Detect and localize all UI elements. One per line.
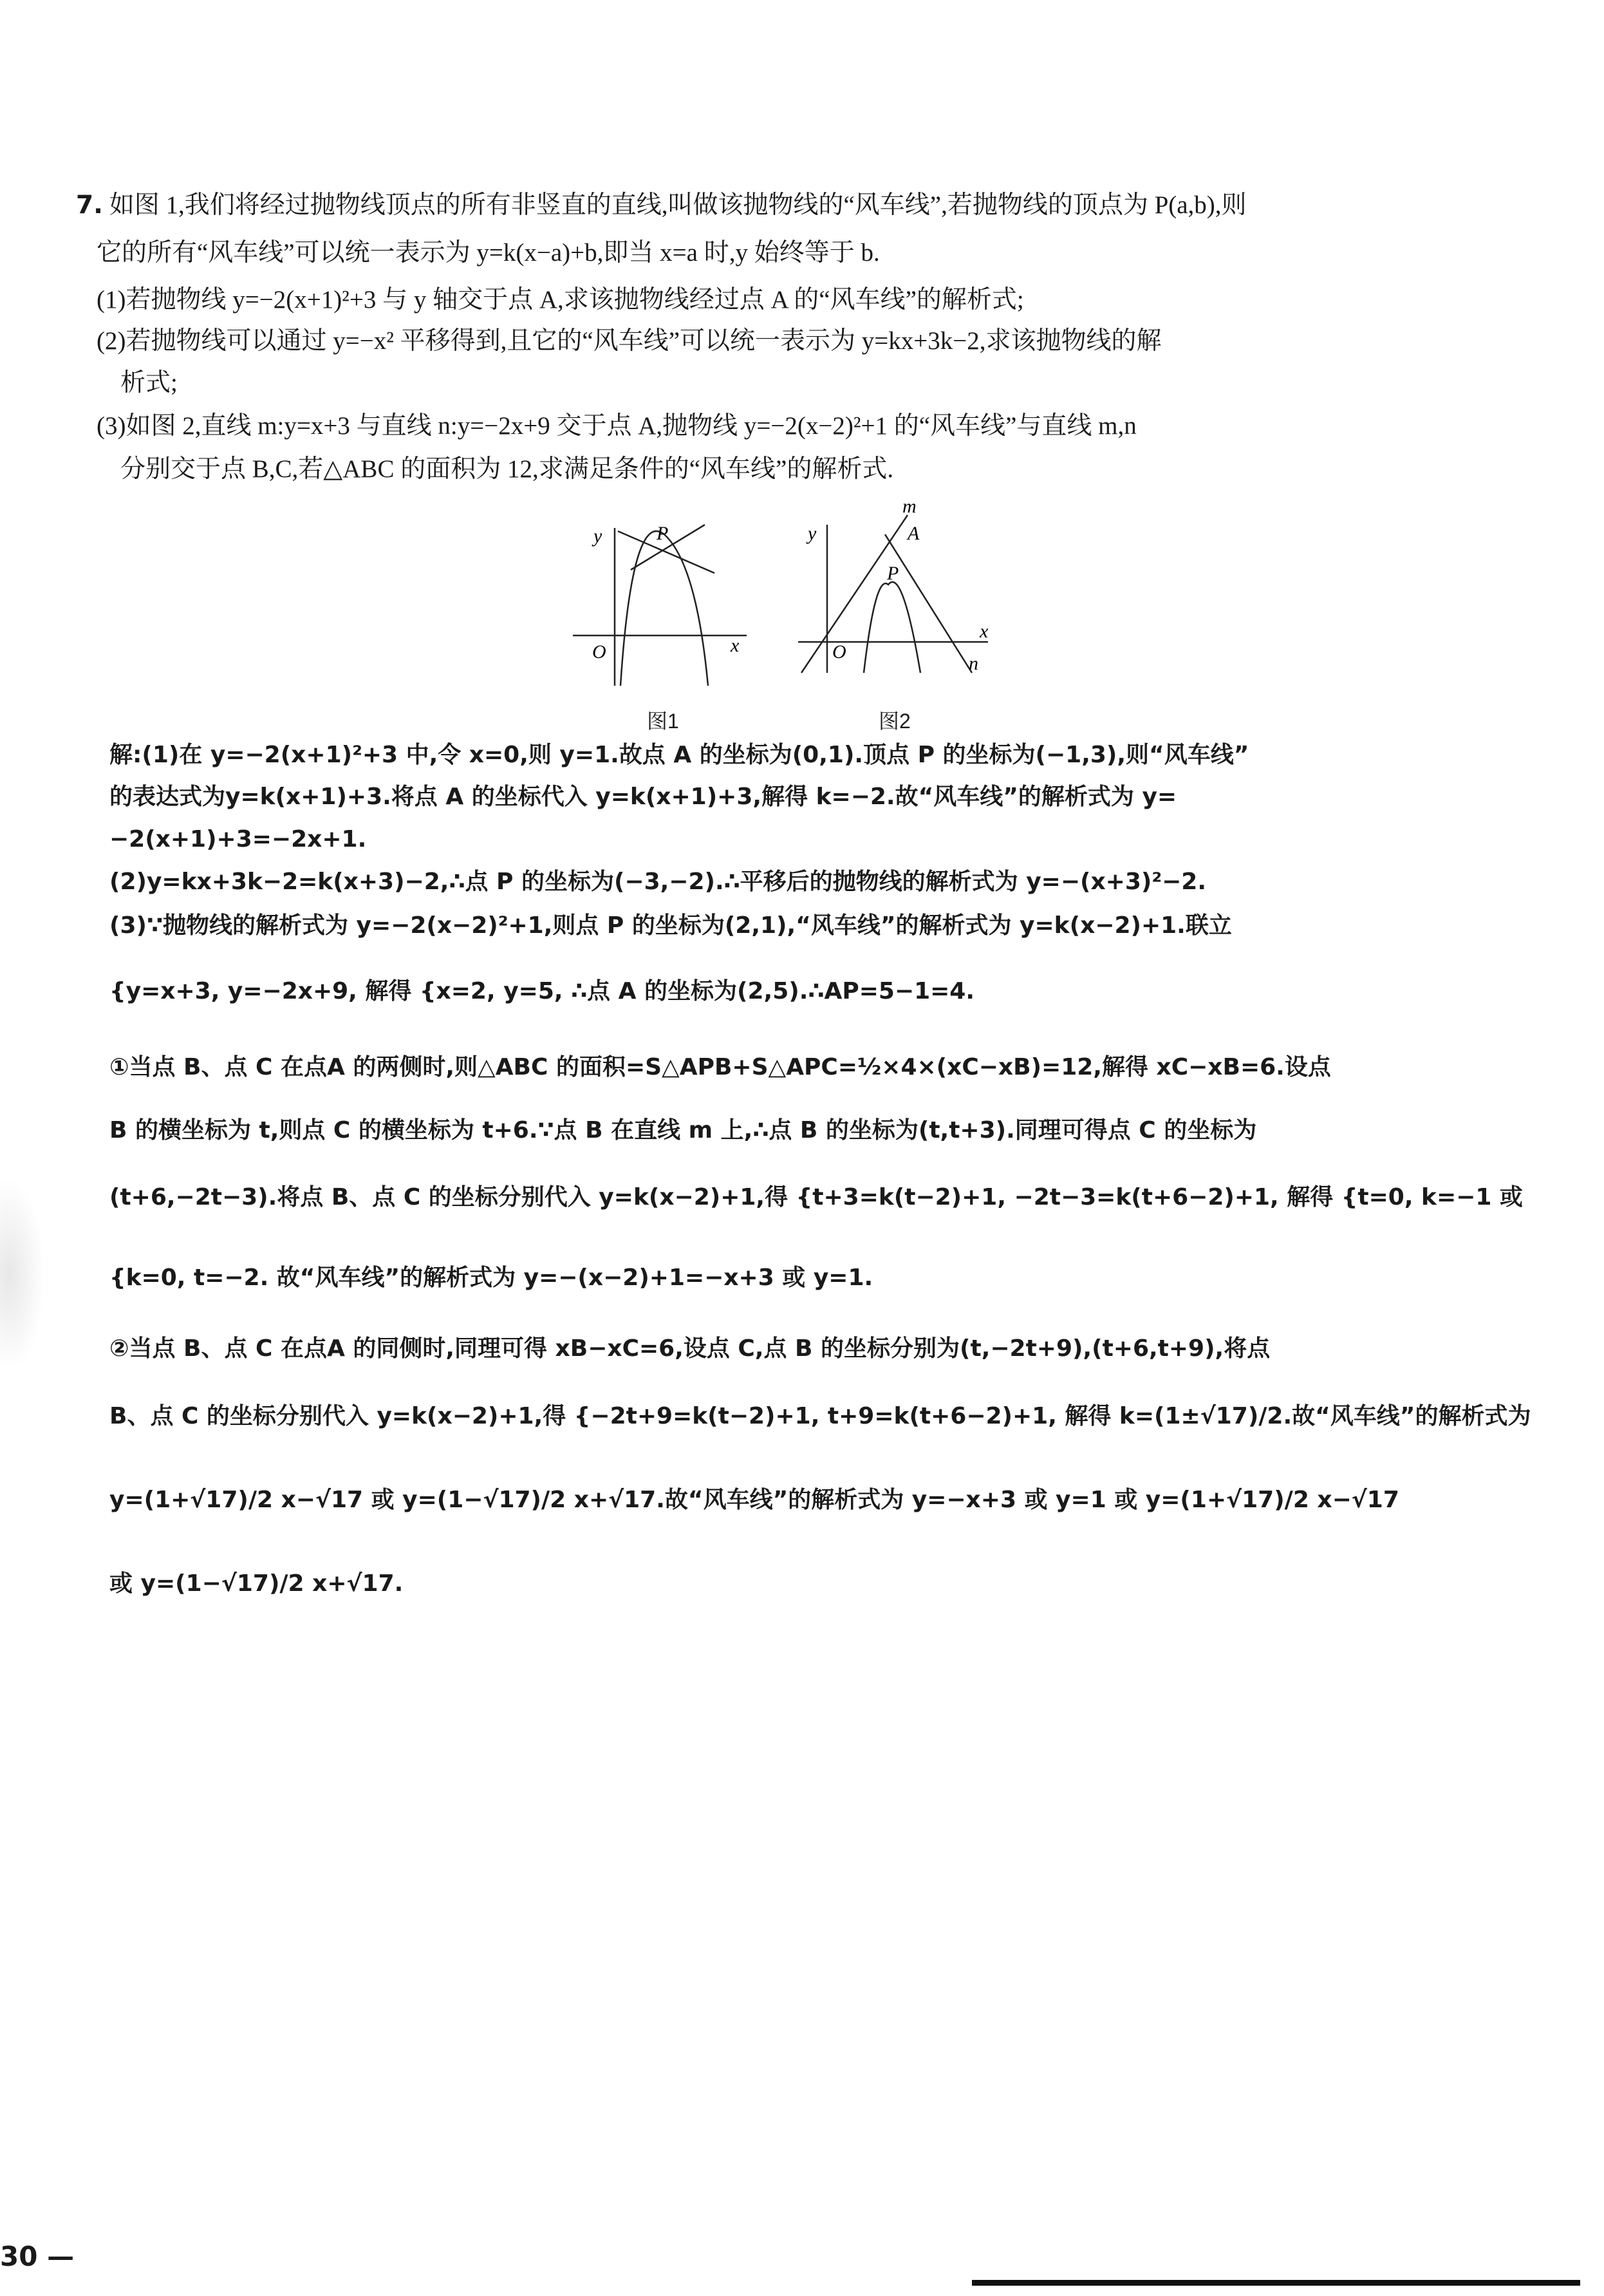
solution-line-10: {k=0, t=−2. 故“风车线”的解析式为 y=−(x−2)+1=−x+3 或 y=1. [109, 1265, 873, 1291]
fig1-p-label: P [657, 523, 669, 544]
fig1-origin-label: O [592, 641, 606, 663]
problem-part-1: (1)若抛物线 y=−2(x+1)²+3 与 y 轴交于点 A,求该抛物线经过点 A 的“风车线”的解析式; [97, 286, 1024, 314]
solution-line-12: B、点 C 的坐标分别代入 y=k(x−2)+1,得 {−2t+9=k(t−2)+1, t+9=k(t+6−2)+1, 解得 k=(1±√17)/2.故“风车线”的解析式为 [109, 1403, 1531, 1429]
figure-1 [554, 515, 766, 702]
fig2-n-label: n [969, 653, 978, 674]
figure-2-caption: 图2 [879, 710, 911, 733]
problem-part-2: (2)若抛物线可以通过 y=−x² 平移得到,且它的“风车线”可以统一表示为 y=kx+3k−2,求该抛物线的解 [97, 327, 1162, 355]
bottom-rule [972, 2280, 1580, 2286]
solution-line-6: {y=x+3, y=−2x+9, 解得 {x=2, y=5, ∴点 A 的坐标为(2,5).∴AP=5−1=4. [109, 978, 975, 1004]
fig2-x-label: x [980, 621, 989, 642]
solution-line-13: y=(1+√17)/2 x−√17 或 y=(1−√17)/2 x+√17.故“风车线”的解析式为 y=−x+3 或 y=1 或 y=(1+√17)/2 x−√17 [109, 1487, 1399, 1513]
figure-2 [792, 496, 1004, 689]
figure-1-caption: 图1 [647, 710, 679, 733]
page-number: 30 — [0, 2241, 75, 2272]
solution-line-11: ②当点 B、点 C 在点A 的同侧时,同理可得 xB−xC=6,设点 C,点 B 的坐标分别为(t,−2t+9),(t+6,t+9),将点 [109, 1335, 1271, 1362]
solution-line-8: B 的横坐标为 t,则点 C 的横坐标为 t+6.∵点 B 在直线 m 上,∴点 B 的坐标为(t,t+3).同理可得点 C 的坐标为 [109, 1117, 1257, 1143]
problem-line-2: 它的所有“风车线”可以统一表示为 y=k(x−a)+b,即当 x=a 时,y 始终等于 b. [97, 239, 880, 267]
problem-part-2-cont: 析式; [120, 369, 178, 397]
fig2-m-label: m [902, 496, 917, 517]
scan-smudge [0, 1178, 45, 1371]
solution-line-5: (3)∵抛物线的解析式为 y=−2(x−2)²+1,则点 P 的坐标为(2,1),“风车线”的解析式为 y=k(x−2)+1.联立 [109, 912, 1232, 939]
problem-line-1 [76, 189, 1247, 221]
fig2-origin-label: O [832, 641, 846, 663]
problem-part-3-cont: 分别交于点 B,C,若△ABC 的面积为 12,求满足条件的“风车线”的解析式. [120, 455, 894, 483]
solution-line-1: 解:(1)在 y=−2(x+1)²+3 中,令 x=0,则 y=1.故点 A 的坐标为(0,1).顶点 P 的坐标为(−1,3),则“风车线” [109, 742, 1249, 768]
problem-text: 如图 1,我们将经过抛物线顶点的所有非竖直的直线,叫做该抛物线的“风车线”,若抛物线的顶点为 P(a,b),则 [109, 191, 1247, 219]
solution-line-9: (t+6,−2t−3).将点 B、点 C 的坐标分别代入 y=k(x−2)+1,得 {t+3=k(t−2)+1, −2t−3=k(t+6−2)+1, 解得 {t=0, k=−1 或 [109, 1184, 1523, 1210]
problem-number: 7. [76, 191, 103, 220]
fig2-y-label: y [808, 523, 817, 544]
problem-part-3: (3)如图 2,直线 m:y=x+3 与直线 n:y=−2x+9 交于点 A,抛物线 y=−2(x−2)²+1 的“风车线”与直线 m,n [97, 412, 1137, 440]
solution-line-14: 或 y=(1−√17)/2 x+√17. [109, 1570, 404, 1597]
solution-line-4: (2)y=kx+3k−2=k(x+3)−2,∴点 P 的坐标为(−3,−2).∴平移后的抛物线的解析式为 y=−(x+3)²−2. [109, 869, 1207, 895]
fig2-a-label: A [908, 523, 920, 544]
fig2-p-label: P [887, 563, 899, 584]
solution-line-3: −2(x+1)+3=−2x+1. [109, 826, 367, 852]
fig1-y-label: y [593, 525, 602, 547]
fig1-x-label: x [731, 635, 740, 656]
solution-line-7: ①当点 B、点 C 在点A 的两侧时,则△ABC 的面积=S△APB+S△APC=½×4×(xC−xB)=12,解得 xC−xB=6.设点 [109, 1054, 1331, 1080]
solution-line-2: 的表达式为y=k(x+1)+3.将点 A 的坐标代入 y=k(x+1)+3,解得 k=−2.故“风车线”的解析式为 y= [109, 784, 1177, 810]
